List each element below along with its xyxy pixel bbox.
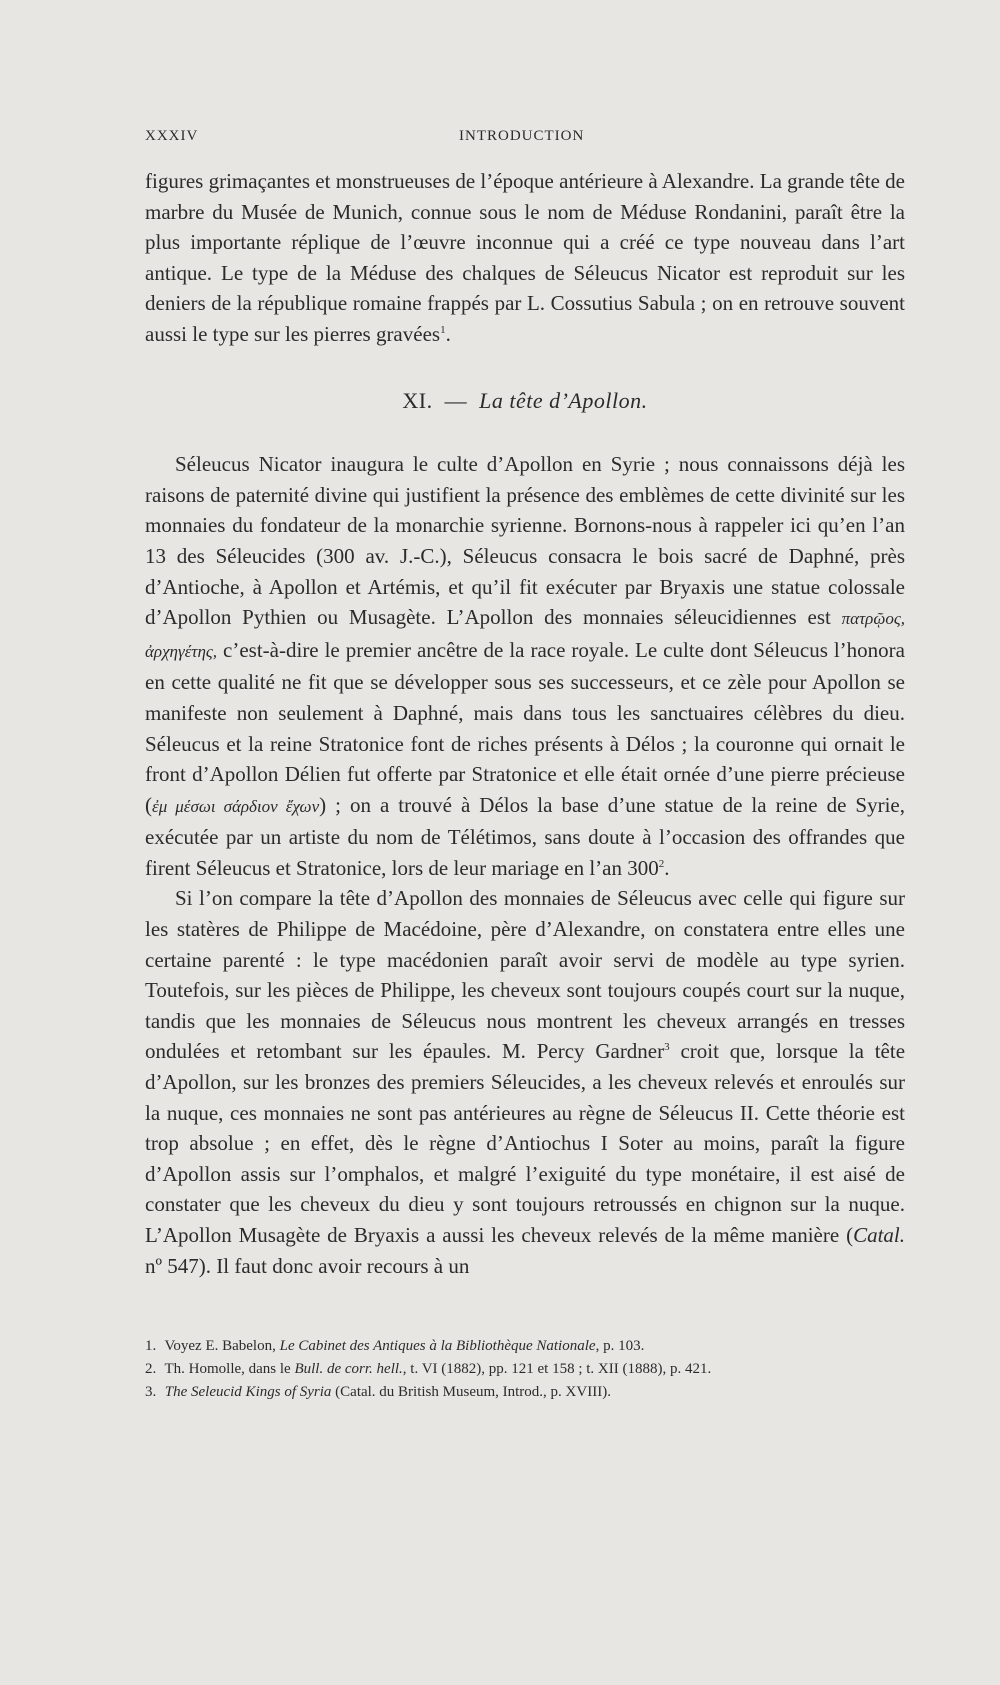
footnote-title: Bull. de corr. hell.: [294, 1361, 403, 1377]
paragraph-text: Si l’on compare la tête d’Apollon des monnaies de Séleucus avec celle qui figure sur les statères de Philippe de Macédoine, père d’Alexandre, on constatera entre elles une certaine parenté : le type macédonien paraît avoir servi de modèle au type syrien. Toutefois, sur les pièces de Philippe, les cheveux sont toujours coupés court sur la nuque, tandis que les monnaies de Séleucus nous montrent les cheveux arrangés en tresses ondulées et retombant sur les épaules. M. Percy Gardner: [145, 886, 905, 1064]
paragraph: [145, 449, 905, 883]
section-number: XI.: [402, 387, 433, 413]
footnote-text: , p. 103.: [595, 1338, 645, 1354]
footnote-text: (Catal. du British Museum, Introd., p. XVIII).: [331, 1384, 611, 1400]
footnote-number: 1.: [145, 1338, 157, 1354]
footnote-ref: 2: [658, 857, 665, 870]
section-title: La tête d’Apollon.: [479, 387, 648, 413]
paragraph-end: .: [445, 321, 451, 346]
catalogue-ref: Catal.: [853, 1223, 905, 1247]
paragraph-text: Séleucus Nicator inaugura le culte d’Apollon en Syrie ; nous connaissons déjà les raisons de paternité divine qui justifient la présence des emblèmes de cette divinité sur les monnaies du fondateur de la monarchie syrienne. Bornons-nous à rappeler ici qu’en l’an 13 des Séleucides (300 av. J.-C.), Séleucus consacra le bois sacré de Daphné, près d’Antioche, à Apollon et Artémis, et qu’il fit exécuter par Bryaxis une statue colossale d’Apollon Pythien ou Musagète. L’Apollon des monnaies séleucidiennes est: [145, 452, 905, 630]
footnotes: [145, 1335, 905, 1404]
footnote-text: , t. VI (1882), pp. 121 et 158 ; t. XII (1888), p. 421.: [402, 1361, 712, 1377]
paragraph-continued: [145, 166, 905, 350]
footnote-number: 2.: [145, 1361, 157, 1377]
paragraph: [145, 883, 905, 1281]
greek-phrase: πατρῷος, ἀρχηγέτης,: [145, 609, 905, 661]
footnote-number: 3.: [145, 1384, 157, 1400]
section-heading: [145, 386, 905, 417]
paragraph-end: .: [664, 855, 670, 880]
main-text: [145, 166, 905, 1281]
running-title: INTRODUCTION: [459, 128, 585, 144]
footnote-ref: 1: [440, 323, 446, 336]
footnote: [145, 1358, 905, 1381]
footnote-title: The Seleucid Kings of Syria: [164, 1384, 332, 1400]
paragraph-text: ) ; on a trouvé à Délos la base d’une statue de la reine de Syrie, exécutée par un artiste du nom de Télétimos, sans doute à l’occasion des offrandes que firent Séleucus et Stratonice, lors de leur mariage en l’an 300: [145, 792, 905, 880]
paragraph-text: croit que, lorsque la tête d’Apollon, sur les bronzes des premiers Séleucides, a les cheveux relevés et enroulés sur la nuque, ces monnaies ne sont pas antérieures au règne de Séleucus II. Cette théorie est trop absolue ; en effet, dès le règne d’Antiochus I Soter au moins, paraît la figure d’Apollon assis sur l’omphalos, et malgré l’exiguité du type monétaire, il est aisé de constater que les cheveux du dieu y sont toujours retroussés en chignon sur la nuque. L’Apollon Musagète de Bryaxis a aussi les cheveux relevés de la même manière (: [145, 1039, 906, 1247]
paragraph-text: c’est-à-dire le premier ancêtre de la race royale. Le culte dont Séleucus l’honora en cette qualité ne fit que se développer sous ses successeurs, et ce zèle pour Apollon se manifeste non seulement à Daphné, mais dans tous les sanctuaires célèbres du dieu. Séleucus et la reine Stratonice font de riches présents à Délos ; la couronne qui ornait le front d’Apollon Délien fut offerte par Stratonice et elle était ornée d’une pierre précieuse (: [145, 637, 905, 817]
section-dash: —: [444, 387, 468, 413]
paragraph-text: figures grimaçantes et monstrueuses de l’époque antérieure à Alexandre. La grande tête de marbre du Musée de Munich, connue sous le nom de Méduse Rondanini, paraît être la plus importante réplique de l’œuvre inconnue qui a créé ce type nouveau dans l’art antique. Le type de la Méduse des chalques de Séleucus Nicator est reproduit sur les deniers de la république romaine frappés par L. Cossutius Sabula ; on en retrouve souvent aussi le type sur les pierres gravées: [145, 169, 905, 346]
footnote-ref: 3: [664, 1041, 670, 1054]
page-number: XXXIV: [145, 128, 199, 144]
footnote: [145, 1335, 905, 1358]
footnote-text: Th. Homolle, dans le: [164, 1361, 295, 1377]
footnote: [145, 1381, 905, 1404]
footnote-text: Voyez E. Babelon,: [164, 1338, 280, 1354]
footnote-title: Le Cabinet des Antiques à la Bibliothèque Nationale: [279, 1338, 596, 1354]
paragraph-text: nº 547). Il faut donc avoir recours à un: [145, 1253, 470, 1278]
greek-phrase: ἐμ μέσωι σάρδιον ἔχων: [152, 796, 320, 816]
